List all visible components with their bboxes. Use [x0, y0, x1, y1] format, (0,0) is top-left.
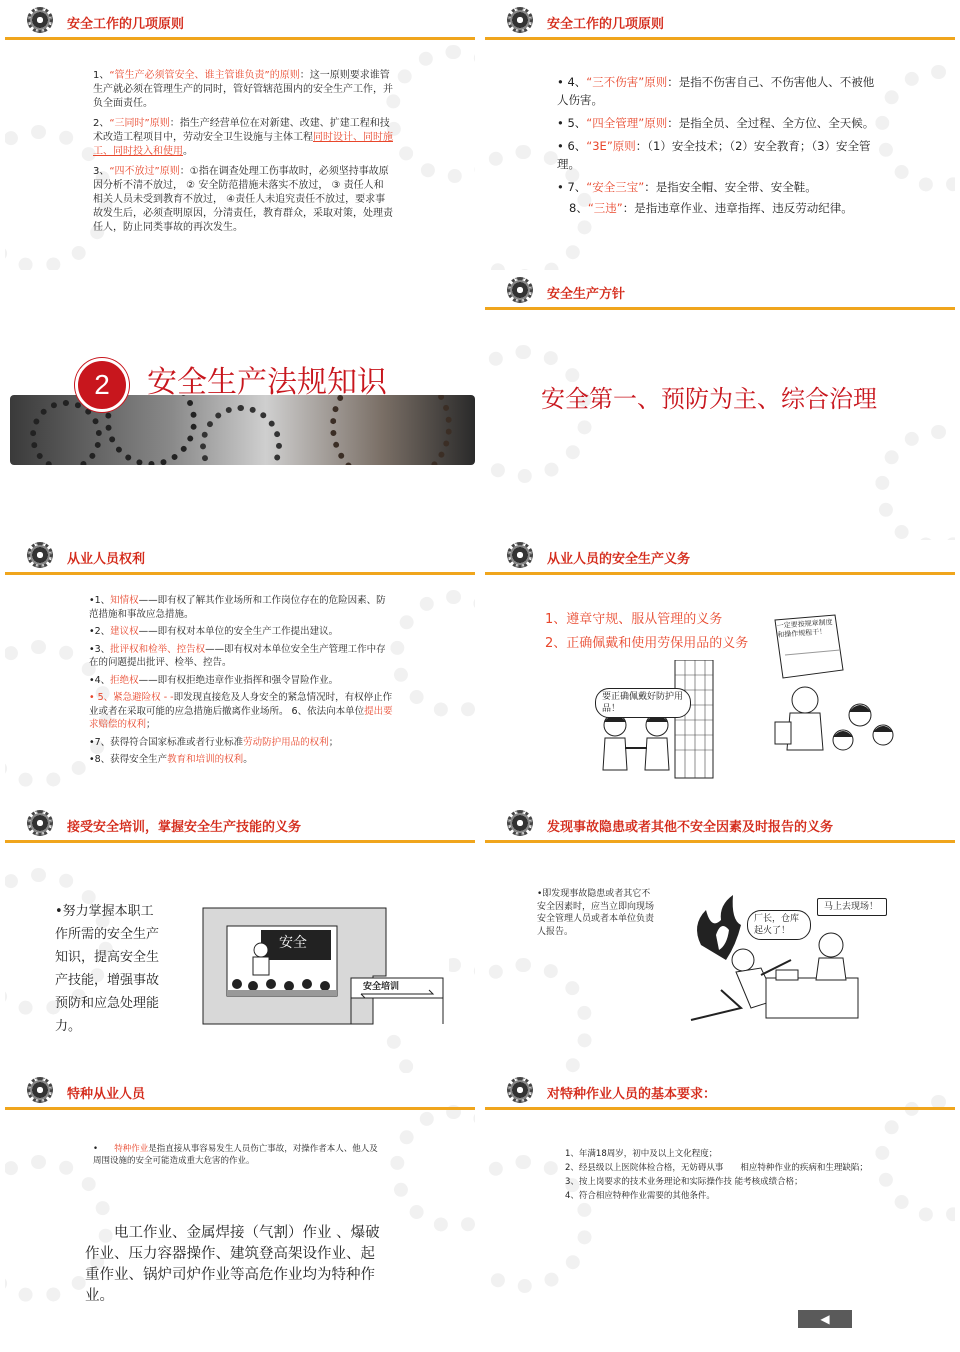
item-highlight: “四全管理”原则 [586, 116, 668, 130]
header-divider [5, 1107, 475, 1110]
item-highlight: “四不放过”原则 [109, 166, 180, 177]
header-divider [5, 572, 475, 575]
principles-list [93, 69, 393, 241]
item-highlight: 劳动防护用品的权利 [243, 736, 329, 748]
gear-watermark-icon [390, 590, 475, 718]
item-text: ：是指安全帽、安全带、安全鞋。 [644, 180, 817, 194]
gear-watermark-icon [875, 425, 955, 540]
list-item: 1、年满18周岁，初中及以上文化程度； [565, 1149, 718, 1159]
item-text: 。 [243, 754, 253, 765]
item-text: ——即有权对本单位的安全生产工作提出建议。 [138, 626, 339, 637]
item-number: •4、 [89, 674, 111, 686]
item-text: ：（1）安全技术；（2）安全教育；（3）安全管理。 [557, 139, 871, 171]
item-text: 获得安全生产 [110, 754, 168, 765]
gears-banner-image [10, 395, 475, 465]
speech-bubble: 厂长，仓库起火了！ [747, 910, 811, 940]
item-number: •8、 [89, 754, 111, 765]
gear-logo-icon [27, 810, 53, 836]
training-text: •努力掌握本职工作所需的安全生产知识，提高安全生产技能，增强事故预防和应急处理能力。 [55, 904, 160, 1034]
gear-watermark-icon [875, 65, 955, 193]
item-text: 是指直接从事容易发生人员伤亡事故，对操作者本人、他人及周围设施的安全可能造成重大危害的作业。 [93, 1144, 378, 1166]
item-highlight: “三同时”原则 [109, 118, 170, 129]
slide-training-duty [5, 808, 475, 1073]
slide-safety-policy [485, 275, 955, 540]
gear-watermark-icon [390, 1105, 475, 1233]
board-text: 安全 [279, 935, 307, 951]
slide-safety-principles-2 [485, 5, 955, 270]
list-item [89, 736, 395, 750]
header-divider [485, 840, 955, 843]
gear-logo-icon [507, 542, 533, 568]
item-number: • 5、 [89, 692, 114, 703]
item-highlight: 教育和培训的权利 [167, 754, 244, 765]
item-number: 2、 [93, 118, 110, 129]
item-number: 6、 [567, 139, 587, 153]
gear-icon [200, 405, 282, 465]
slide-title: 接受安全培训，掌握安全生产技能的义务 [67, 820, 302, 835]
gear-icon [330, 395, 452, 465]
header-divider [485, 1107, 955, 1110]
bullet: • [557, 116, 564, 130]
slide-header [485, 5, 955, 39]
training-classroom-illustration [201, 906, 449, 1026]
list-item [89, 691, 395, 732]
list-item [93, 69, 393, 111]
slide-report-hazard-duty [485, 808, 955, 1073]
slide-title: 对特种作业人员的基本要求： [547, 1087, 717, 1102]
bullet: • [557, 75, 564, 89]
item-highlight: “管生产必须管安全、谁主管谁负责”的原则 [109, 70, 300, 81]
gear-watermark-icon [385, 45, 475, 183]
list-item: 3、按上岗要求的技术业务理论和实际操作技 能考核成绩合格； [565, 1177, 803, 1187]
gear-logo-icon [27, 1077, 53, 1103]
list-item: 4、符合相应特种作业需要的其他条件。 [565, 1191, 715, 1201]
report-text: •即发现事故隐患或者其它不安全因素时，应当立即向现场安全管理人员或者本单位负责人报告。 [537, 889, 655, 937]
gear-logo-icon [507, 7, 533, 33]
slide-header [5, 808, 475, 842]
slide-special-workers [5, 1075, 475, 1340]
gear-logo-icon [507, 810, 533, 836]
item-text: ； [328, 736, 339, 748]
slide-title: 从业人员的安全生产义务 [547, 552, 691, 567]
header-divider [5, 840, 475, 843]
item-text: 即发现直接危及人身安全的紧急情况时，有权停止作业或者在采取可能的应急措施后撤离作业场所。 6、依法向本单位 [89, 692, 393, 717]
list-item [89, 674, 395, 688]
item-highlight: 特种作业 [114, 1144, 149, 1154]
list-item: 1、遵章守规、服从管理的义务 [545, 612, 723, 627]
slide-header [5, 5, 475, 39]
list-item: 2、经县级以上医院体检合格，无妨碍从事 相应特种作业的疾病和生理缺陷； [565, 1163, 868, 1173]
slide-title: 安全工作的几项原则 [547, 17, 665, 32]
special-work-examples: 电工作业、金属焊接（气割）作业 、爆破作业、压力容器操作、建筑登高架设作业、起重作业、锅炉司炉作业等高危作业均为特种作业。 [85, 1225, 380, 1304]
slide-header [485, 1075, 955, 1109]
item-highlight: “三不伤害”原则 [586, 75, 668, 89]
item-highlight: 拒绝权 [110, 674, 139, 686]
item-text: ：①指在调查处理工伤事故时，必须坚持事故原因分析不清不放过， ② 安全防范措施未落实不放过， ③ 责任人和相关人员未受到教育不放过， ④责任人未追究责任不放过，要求事故发生后，必须查明原因，分清责任，教育群众，采取对策，处理责任人，防止同类事故的再次发生。 [93, 166, 393, 233]
list-item [557, 199, 877, 217]
slide-title: 从业人员权利 [67, 552, 146, 567]
item-highlight: “三违” [587, 201, 623, 215]
slide-special-worker-requirements [485, 1075, 955, 1340]
list-item: 2、正确佩戴和使用劳保用品的义务 [545, 636, 749, 651]
item-text: ：这一原则要求谁管生产就必须在管理生产的同时，管好管辖范围内的安全生产工作，并负全面责任。 [93, 70, 393, 109]
item-text: ——即有权对本单位安全生产管理工作中存在的问题提出批评、检举、控告。 [89, 643, 386, 668]
list-item [93, 165, 393, 235]
item-highlight: 建议权 [110, 626, 139, 637]
item-number: •2、 [89, 626, 111, 637]
slide-title: 发现事故隐患或者其他不安全因素及时报告的义务 [547, 820, 834, 835]
slide-section-title [5, 275, 475, 540]
header-divider [485, 307, 955, 310]
list-item [557, 178, 877, 196]
list-item [89, 643, 395, 670]
item-number: 3、 [93, 166, 110, 177]
header-divider [5, 37, 475, 40]
item-text: ：指生产经营单位在对新建、改建、扩建工程和技术改造工程项目中，劳动安全卫生设施与主体工程 [93, 118, 390, 143]
item-number: •3、 [89, 643, 111, 655]
slide-safety-principles-1 [5, 5, 475, 270]
item-number: 1、 [93, 70, 110, 81]
item-text: 。 [183, 146, 193, 157]
item-highlight: “3E”原则 [586, 139, 636, 153]
duties-list [545, 608, 748, 656]
item-number: 4、 [567, 75, 587, 89]
sign-text: 安全培训 [363, 982, 400, 992]
gear-watermark-icon [485, 958, 593, 1073]
item-number: 7、 [567, 180, 587, 194]
list-item [557, 114, 877, 132]
item-highlight: “安全三宝” [586, 180, 645, 194]
gear-logo-icon [27, 542, 53, 568]
item-number: 8、 [569, 201, 588, 215]
item-text: ； [146, 719, 156, 730]
bullet: • [93, 1144, 99, 1154]
item-highlight: 批评权和检举、控告权 [110, 643, 206, 655]
gear-logo-icon [507, 1077, 533, 1103]
bullet: • [557, 139, 564, 153]
rights-list [89, 594, 395, 773]
list-item [557, 73, 877, 109]
speech-bubble: 马上去现场！ [817, 898, 887, 916]
section-number-badge: 2 [75, 358, 129, 412]
slide-worker-duties [485, 540, 955, 805]
section-title: 安全生产法规知识 [147, 365, 387, 400]
special-work-definition [93, 1143, 383, 1167]
requirements-list [565, 1147, 895, 1203]
speech-bubble: 要正确佩戴好防护用品！ [595, 688, 691, 718]
list-item [557, 137, 877, 173]
item-highlight: 紧急避险权 - - [113, 692, 174, 703]
arrow-left-icon: ◀ [820, 1312, 830, 1326]
slide-header [485, 540, 955, 574]
workers-handshake-illustration [575, 660, 735, 780]
previous-slide-button[interactable] [798, 1310, 852, 1328]
item-text: ——即有权拒绝违章作业指挥和强令冒险作业。 [138, 674, 339, 686]
header-divider [485, 572, 955, 575]
list-item [93, 117, 393, 159]
list-item [89, 753, 395, 767]
item-number: •7、 [89, 736, 111, 748]
item-highlight: 知情权 [110, 595, 139, 606]
slide-header [5, 1075, 475, 1109]
item-highlight: 提出要求赔偿的权利 [89, 705, 393, 730]
item-text: ：是指违章作业、违章指挥、违反劳动纪律。 [622, 201, 853, 215]
gear-logo-icon [507, 277, 533, 303]
bullet: • [557, 180, 564, 194]
list-item [89, 625, 395, 639]
item-number: •1、 [89, 595, 111, 606]
item-text: ：是指不伤害自己、不伤害他人、不被他人伤害。 [557, 75, 875, 107]
sign-text: 一定要按规章制度和操作规程干！ [776, 618, 833, 640]
slide-title: 安全生产方针 [547, 287, 626, 302]
slide-header [485, 275, 955, 309]
item-number: 5、 [567, 116, 587, 130]
principles-list [557, 73, 877, 223]
slide-worker-rights [5, 540, 475, 805]
list-item [89, 594, 395, 621]
policy-statement: 安全第一、预防为主、综合治理 [541, 385, 877, 413]
item-highlight: 同时设计、同时施工、同时投入和使用 [93, 132, 393, 157]
slide-title: 安全工作的几项原则 [67, 17, 185, 32]
item-text: ——即有权了解其作业场所和工作岗位存在的危险因素、防范措施和事故应急措施。 [89, 595, 386, 620]
gear-logo-icon [27, 7, 53, 33]
slide-title: 特种从业人员 [67, 1087, 146, 1102]
item-text: 获得符合国家标准或者行业标准 [110, 736, 244, 748]
gear-watermark-icon [485, 345, 593, 483]
slide-header [5, 540, 475, 574]
item-text: ：是指全员、全过程、全方位、全天候。 [667, 116, 875, 130]
header-divider [485, 37, 955, 40]
slide-header [485, 808, 955, 842]
